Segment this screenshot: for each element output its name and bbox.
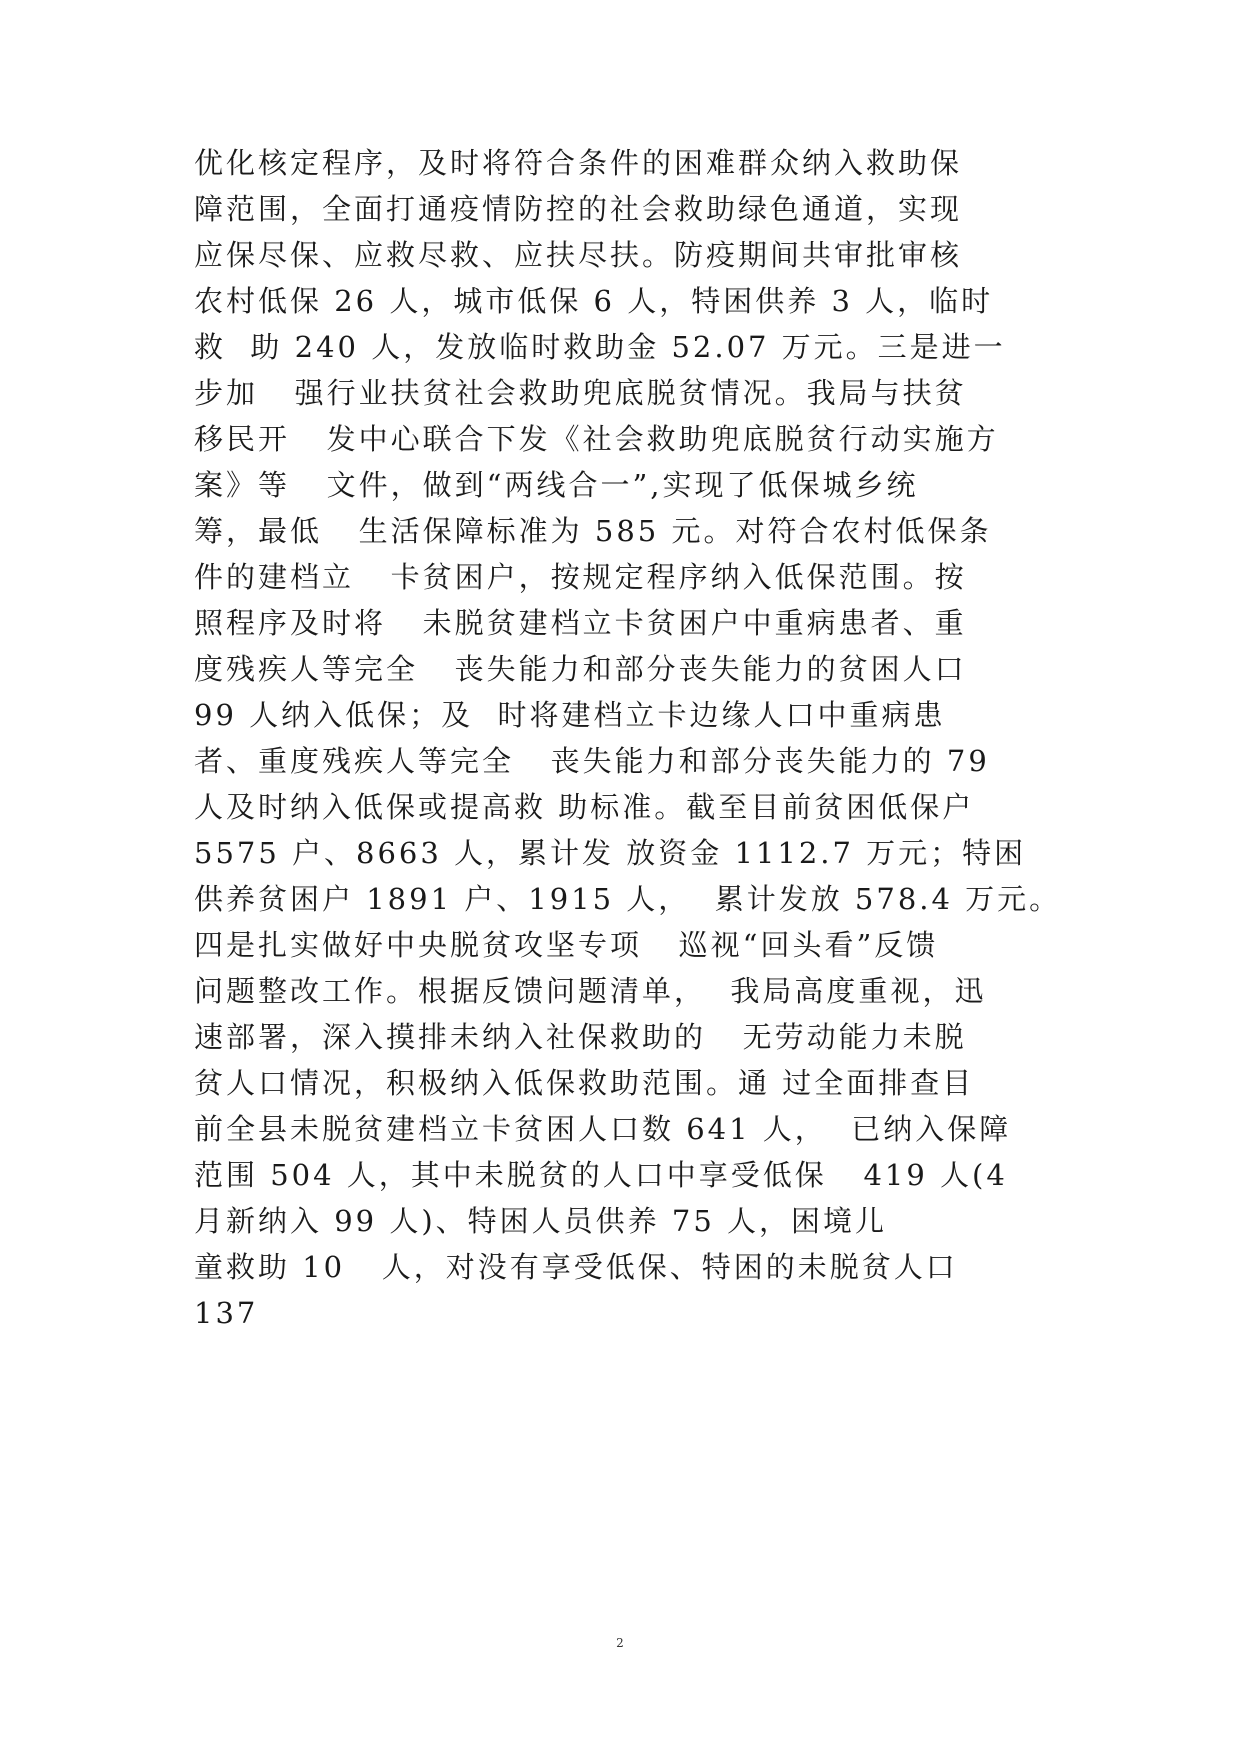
text-line: 137 — [194, 1296, 259, 1330]
text-line: 童救助 10 人，对没有享受低保、特困的未脱贫人口 — [194, 1250, 958, 1284]
text-line: 应保尽保、应救尽救、应扶尽扶。防疫期间共审批审核 — [194, 238, 963, 272]
text-line: 障范围，全面打通疫情防控的社会救助绿色通道，实现 — [194, 192, 963, 226]
text-line: 案》等 文件，做到“两线合一”,实现了低保城乡统 — [194, 468, 919, 502]
text-line: 前全县未脱贫建档立卡贫困人口数 641 人， 已纳入保障 — [194, 1112, 1012, 1146]
text-line: 月新纳入 99 人)、特困人员供养 75 人，困境儿 — [194, 1204, 887, 1238]
text-line: 步加 强行业扶贫社会救助兜底脱贫情况。我局与扶贫 — [194, 376, 967, 410]
text-line: 5575 户、8663 人，累计发 放资金 1112.7 万元；特困 — [194, 836, 1027, 870]
text-line: 99 人纳入低保；及 时将建档立卡边缘人口中重病患 — [194, 698, 946, 732]
text-line: 四是扎实做好中央脱贫攻坚专项 巡视“回头看”反馈 — [194, 928, 939, 962]
text-line: 农村低保 26 人，城市低保 6 人，特困供养 3 人，临时 — [194, 284, 994, 318]
text-line: 者、重度残疾人等完全 丧失能力和部分丧失能力的 79 — [194, 744, 990, 778]
text-line: 供养贫困户 1891 户、1915 人， 累计发放 578.4 万元。 — [194, 882, 1062, 916]
text-line: 贫人口情况，积极纳入低保救助范围。通 过全面排查目 — [194, 1066, 975, 1100]
text-line: 人及时纳入低保或提高救 助标准。截至目前贫困低保户 — [194, 790, 975, 824]
page-number: 2 — [616, 1636, 624, 1650]
text-line: 筹，最低 生活保障标准为 585 元。对符合农村低保条 — [194, 514, 992, 548]
text-line: 度残疾人等完全 丧失能力和部分丧失能力的贫困人口 — [194, 652, 967, 686]
text-line: 照程序及时将 未脱贫建档立卡贫困户中重病患者、重 — [194, 606, 967, 640]
text-line: 范围 504 人，其中未脱贫的人口中享受低保 419 人(4 — [194, 1158, 1008, 1192]
body-text — [194, 140, 1074, 1336]
text-line: 移民开 发中心联合下发《社会救助兜底脱贫行动实施方 — [194, 422, 999, 456]
text-line: 救 助 240 人，发放临时救助金 52.07 万元。三是进一 — [194, 330, 1006, 364]
text-line: 件的建档立 卡贫困户，按规定程序纳入低保范围。按 — [194, 560, 967, 594]
text-line: 问题整改工作。根据反馈问题清单， 我局高度重视，迅 — [194, 974, 987, 1008]
text-line: 优化核定程序，及时将符合条件的困难群众纳入救助保 — [194, 146, 963, 180]
text-line: 速部署，深入摸排未纳入社保救助的 无劳动能力未脱 — [194, 1020, 967, 1054]
